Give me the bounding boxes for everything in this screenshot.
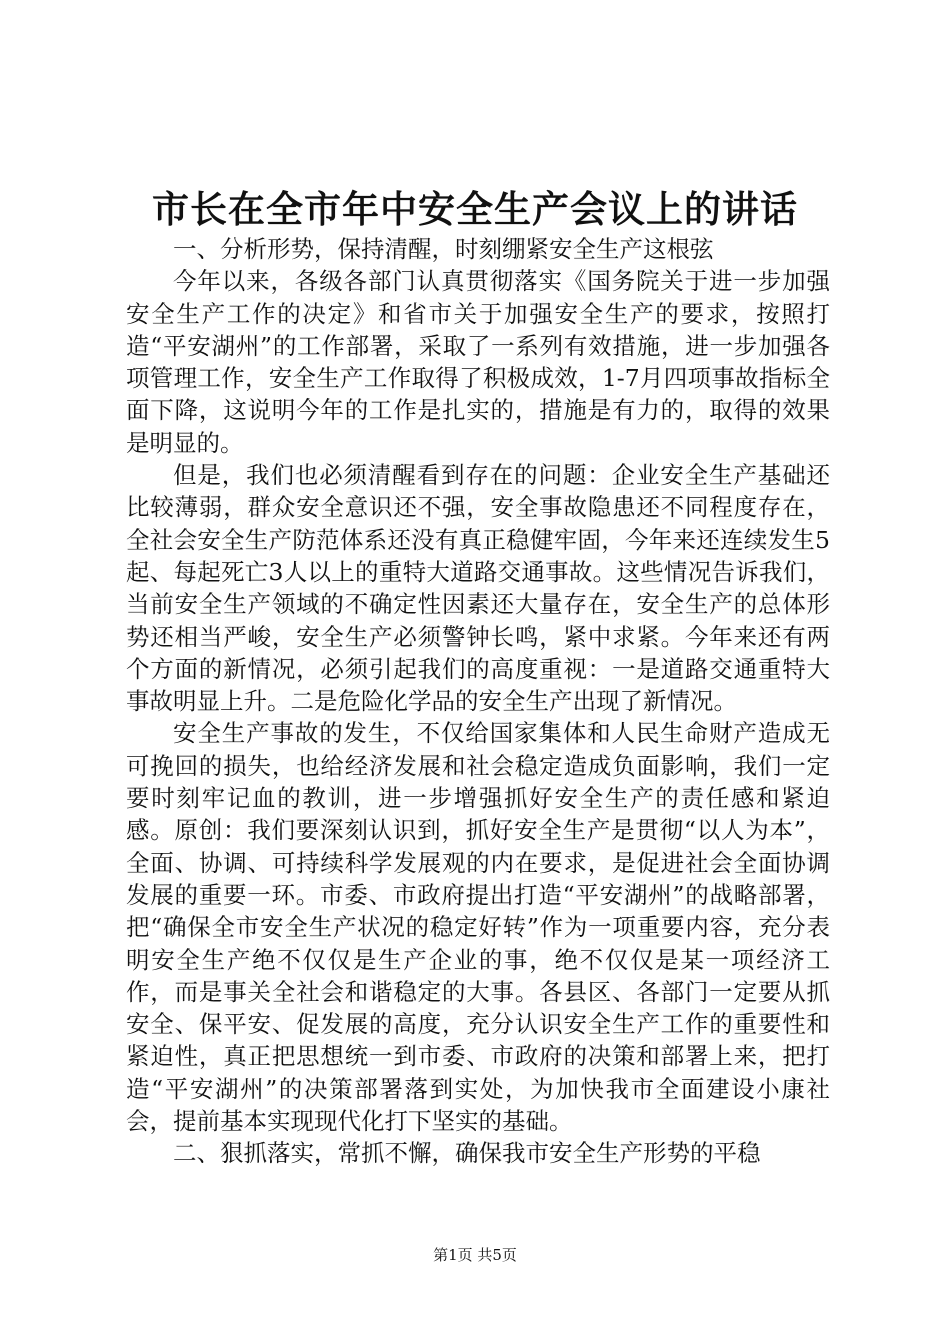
- paragraph-2: 但是，我们也必须清醒看到存在的问题：企业安全生产基础还比较薄弱，群众安全意识还不强，安全事故隐患还不同程度存在，全社会安全生产防范体系还没有真正稳健牢固，今年来还连续发生5起、每起死亡3人以上的重特大道路交通事故。这些情况告诉我们，当前安全生产领域的不确定性因素还大量存在，安全生产的总体形势还相当严峻，安全生产必须警钟长鸣，紧中求紧。今年来还有两个方面的新情况，必须引起我们的高度重视：一是道路交通重特大事故明显上升。二是危险化学品的安全生产出现了新情况。: [126, 461, 830, 716]
- document-title: 市长在全市年中安全生产会议上的讲话: [152, 187, 798, 231]
- section-heading-1: 一、分析形势，保持清醒，时刻绷紧安全生产这根弦: [173, 235, 714, 263]
- page-footer: 第1页 共5页: [433, 1246, 517, 1264]
- paragraph-1: 今年以来，各级各部门认真贯彻落实《国务院关于进一步加强安全生产工作的决定》和省市关于加强安全生产的要求，按照打造“平安湖州”的工作部署，采取了一系列有效措施，进一步加强各项管理工作，安全生产工作取得了积极成效，1-7月四项事故指标全面下降，这说明今年的工作是扎实的，措施是有力的，取得的效果是明显的。: [126, 267, 830, 457]
- document-body: [126, 233, 830, 1170]
- paragraph-3: 安全生产事故的发生，不仅给国家集体和人民生命财产造成无可挽回的损失，也给经济发展和社会稳定造成负面影响，我们一定要时刻牢记血的教训，进一步增强抓好安全生产的责任感和紧迫感。原创：我们要深刻认识到，抓好安全生产是贯彻“以人为本”，全面、协调、可持续科学发展观的内在要求，是促进社会全面协调发展的重要一环。市委、市政府提出打造“平安湖州”的战略部署，把“确保全市安全生产状况的稳定好转”作为一项重要内容，充分表明安全生产绝不仅仅是生产企业的事，绝不仅仅是某一项经济工作，而是事关全社会和谐稳定的大事。各县区、各部门一定要从抓安全、保平安、促发展的高度，充分认识安全生产工作的重要性和紧迫性，真正把思想统一到市委、市政府的决策和部署上来，把打造“平安湖州”的决策部署落到实处，为加快我市全面建设小康社会，提前基本实现现代化打下坚实的基础。: [126, 719, 830, 1136]
- section-heading-2: 二、狠抓落实，常抓不懈，确保我市安全生产形势的平稳: [173, 1139, 761, 1168]
